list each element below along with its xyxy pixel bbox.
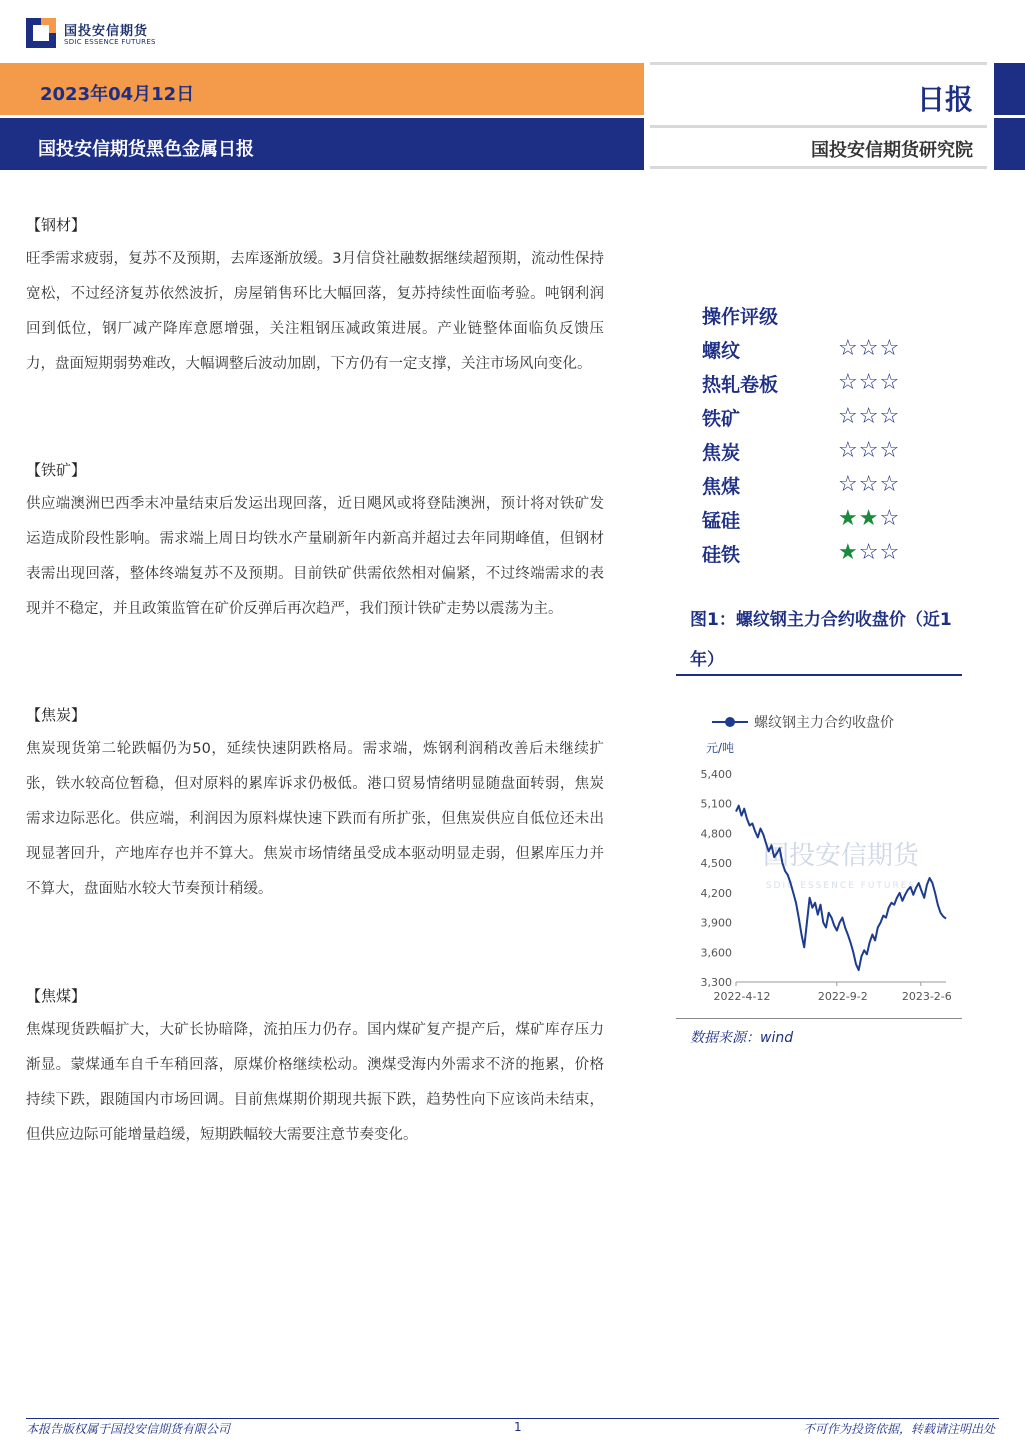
company-logo	[26, 14, 226, 54]
star-empty-icon: ☆	[879, 370, 901, 395]
rating-stars	[838, 404, 900, 429]
page-number: 1	[514, 1420, 522, 1434]
rating-stars	[838, 336, 900, 361]
rating-stars	[838, 472, 900, 497]
rating-commodity-name: 锰硅	[702, 510, 741, 532]
logo-mark-icon	[26, 18, 56, 48]
rebar-price-chart	[676, 700, 962, 1012]
watermark-en: SDIC ESSENCE FUTURES	[765, 881, 917, 891]
star-empty-icon: ☆	[879, 404, 901, 429]
rating-commodity-name: 热轧卷板	[702, 374, 779, 396]
star-empty-icon: ☆	[858, 370, 880, 395]
rating-stars	[838, 506, 900, 531]
report-title: 国投安信期货黑色金属日报	[38, 139, 254, 160]
rating-row	[702, 540, 962, 570]
star-empty-icon: ☆	[879, 336, 901, 361]
footer-rule	[26, 1418, 999, 1419]
section-coking-coal-head: 【焦煤】	[26, 987, 87, 1005]
star-empty-icon: ☆	[858, 336, 880, 361]
rating-stars	[838, 370, 900, 395]
section-iron-ore-head: 【铁矿】	[26, 461, 87, 479]
star-empty-icon: ☆	[879, 438, 901, 463]
star-empty-icon: ☆	[838, 438, 859, 463]
star-filled-icon: ★	[838, 540, 859, 565]
section-coke-body: 焦炭现货第二轮跌幅仍为50，延续快速阴跌格局。需求端，炼钢利润稍改善后未继续扩张，铁水较高位暂稳，但对原料的累库诉求仍极低。港口贸易情绪明显随盘面转弱，焦炭需求边际恶化。供应端，利润因为原料煤快速下跌而有所扩张，但焦炭供应自低位还未出现显著回升，产地库存也并不算大。焦炭市场情绪虽受成本驱动明显走弱，但累库压力并不算大，盘面贴水较大节奏预计稍缓。	[26, 741, 604, 897]
y-tick-label: 4,200	[700, 886, 732, 900]
star-empty-icon: ☆	[838, 404, 859, 429]
star-empty-icon: ☆	[879, 472, 901, 497]
header-accent-top	[994, 63, 1025, 115]
y-tick-label: 4,500	[700, 857, 732, 871]
star-empty-icon: ☆	[858, 438, 880, 463]
y-tick-label: 5,400	[700, 768, 732, 781]
rating-row	[702, 506, 962, 536]
y-tick-label: 3,900	[700, 916, 732, 930]
rating-row	[702, 404, 962, 434]
data-source: 数据来源：wind	[690, 1030, 794, 1046]
figure-title: 图1：螺纹钢主力合约收盘价（近1年）	[690, 610, 952, 670]
rating-commodity-name: 铁矿	[702, 408, 741, 430]
footer-copyright: 本报告版权属于国投安信期货有限公司	[26, 1422, 231, 1436]
star-empty-icon: ☆	[858, 540, 880, 565]
rating-stars	[838, 438, 900, 463]
section-steel-body: 旺季需求疲弱，复苏不及预期，去库逐渐放缓。3月信贷社融数据继续超预期，流动性保持宽松，不过经济复苏依然波折，房屋销售环比大幅回落，复苏持续性面临考验。吨钢利润回到低位，钢厂减产降库意愿增强，关注粗钢压减政策进展。产业链整体面临负反馈压力，盘面短期弱势难改，大幅调整后波动加剧，下方仍有一定支撑，关注市场风向变化。	[26, 251, 604, 372]
header-accent-bottom	[994, 118, 1025, 170]
x-tick-label: 2023-2-6	[901, 990, 952, 1003]
rating-commodity-name: 焦煤	[702, 476, 741, 498]
star-empty-icon: ☆	[879, 506, 901, 531]
footer-disclaimer: 不可作为投资依据，转载请注明出处	[802, 1422, 995, 1436]
x-tick-label: 2022-4-12	[713, 990, 771, 1003]
institute-name: 国投安信期货研究院	[811, 140, 973, 161]
rating-row	[702, 336, 962, 366]
x-tick-label: 2022-9-2	[817, 990, 868, 1003]
section-iron-ore-body: 供应端澳洲巴西季末冲量结束后发运出现回落，近日飓风或将登陆澳洲，预计将对铁矿发运造成阶段性影响。需求端上周日均铁水产量刷新年内新高并超过去年同期峰值，但钢材表需出现回落，整体终端复苏不及预期。目前铁矿供需依然相对偏紧，不过终端需求的表现并不稳定，并且政策监管在矿价反弹后再次趋严，我们预计铁矿走势以震荡为主。	[26, 496, 604, 617]
rating-row	[702, 472, 962, 502]
section-coking-coal-body: 焦煤现货跌幅扩大，大矿长协暗降，流拍压力仍存。国内煤矿复产提产后，煤矿库存压力渐显。蒙煤通车自千车稍回落，原煤价格继续松动。澳煤受海内外需求不济的拖累，价格持续下跌，跟随国内市场回调。目前焦煤期价期现共振下跌，趋势性向下应该尚未结束，但供应边际可能增量趋缓，短期跌幅较大需要注意节奏变化。	[26, 1022, 604, 1143]
rating-commodity-name: 焦炭	[702, 442, 741, 464]
legend-label: 螺纹钢主力合约收盘价	[754, 715, 894, 731]
star-filled-icon: ★	[858, 506, 880, 531]
star-empty-icon: ☆	[838, 336, 859, 361]
header-rule-bottom	[650, 166, 987, 169]
rating-commodity-name: 硅铁	[702, 544, 741, 566]
logo-en-text: SDIC ESSENCE FUTURES	[64, 38, 156, 46]
watermark-cn: 国投安信期货	[762, 841, 920, 871]
section-coke-head: 【焦炭】	[26, 706, 87, 724]
rating-stars	[838, 540, 900, 565]
rating-row	[702, 370, 962, 400]
y-tick-label: 4,800	[700, 827, 732, 841]
rating-commodity-name: 螺纹	[702, 340, 741, 362]
star-empty-icon: ☆	[858, 472, 880, 497]
y-tick-label: 5,100	[700, 797, 732, 811]
y-tick-label: 3,600	[700, 946, 732, 960]
star-filled-icon: ★	[838, 506, 859, 531]
figure-rule-bottom	[676, 1018, 962, 1019]
rating-title: 操作评级	[702, 306, 779, 328]
figure-rule	[676, 674, 962, 676]
legend-marker	[725, 717, 735, 727]
header-rule-mid	[650, 125, 987, 128]
star-empty-icon: ☆	[838, 472, 859, 497]
logo-cn-text: 国投安信期货	[64, 24, 149, 39]
star-empty-icon: ☆	[879, 540, 901, 565]
header-rule-top	[650, 62, 987, 65]
y-axis-label: 元/吨	[705, 741, 735, 755]
report-type-label: 日报	[916, 83, 973, 116]
star-empty-icon: ☆	[858, 404, 880, 429]
star-empty-icon: ☆	[838, 370, 859, 395]
report-date: 2023年04月12日	[40, 84, 195, 105]
y-tick-label: 3,300	[700, 976, 732, 989]
section-steel-head: 【钢材】	[26, 216, 87, 234]
rating-row	[702, 438, 962, 468]
